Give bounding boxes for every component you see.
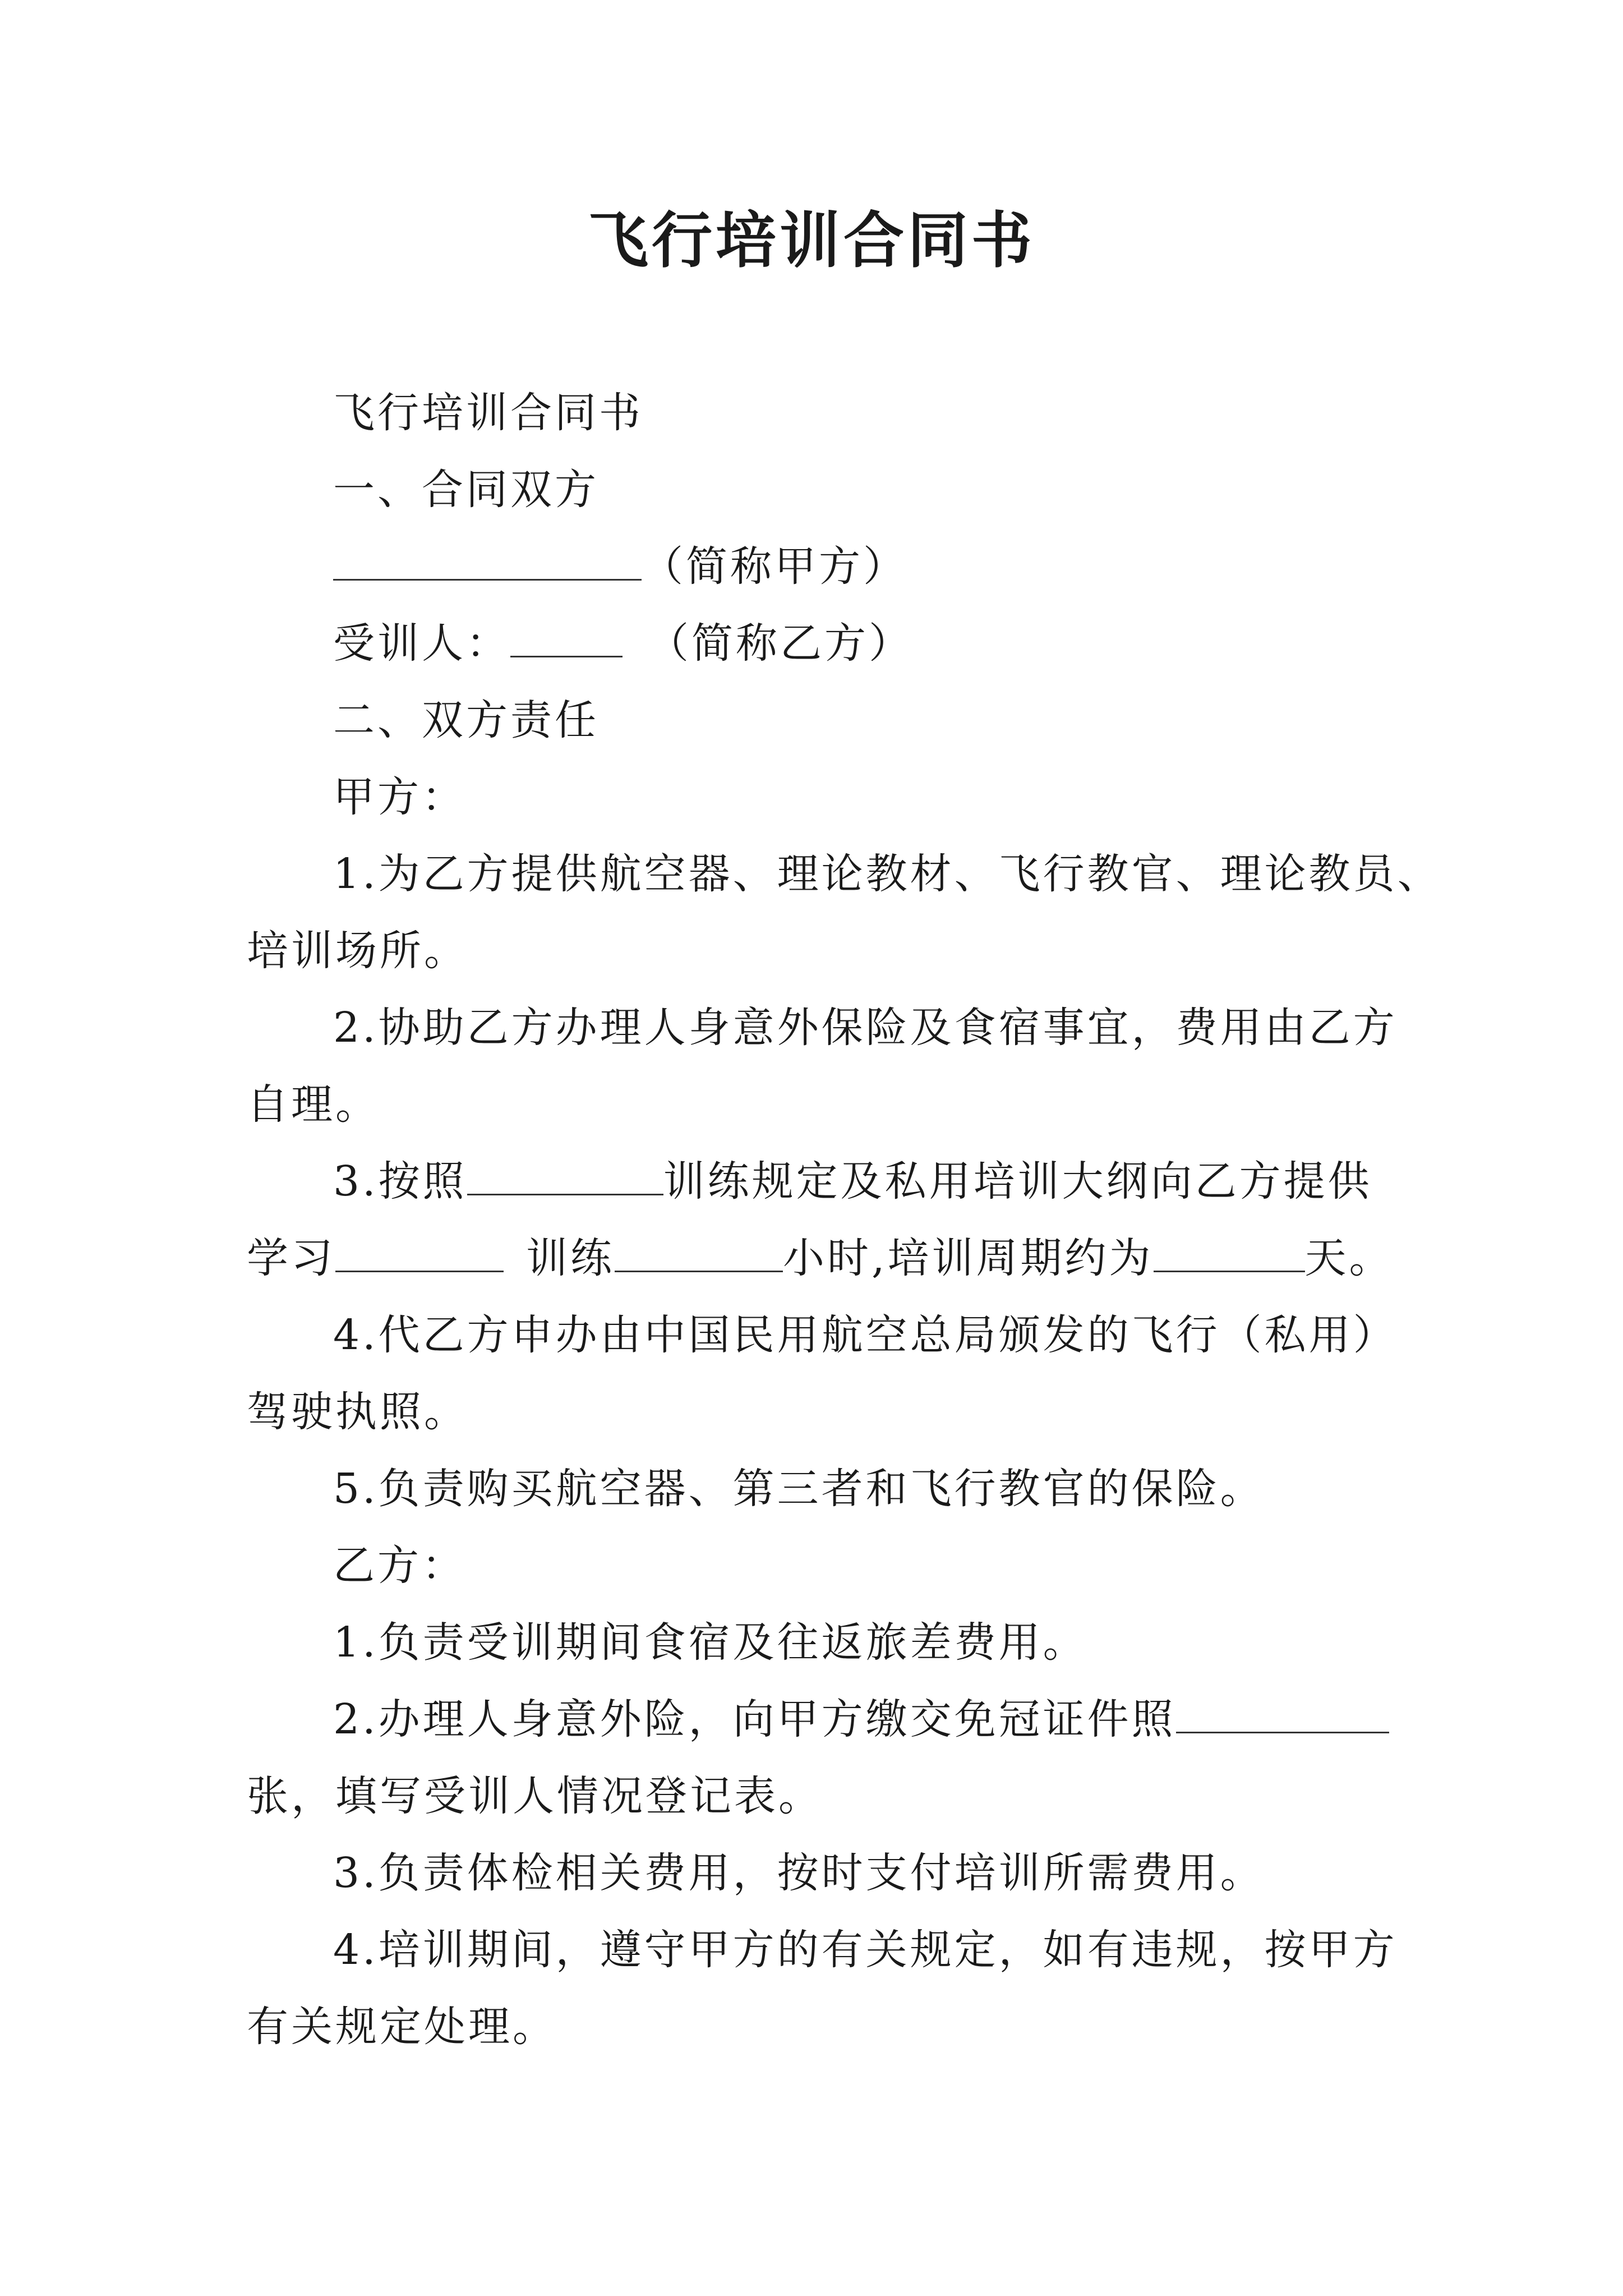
clause-a3-study-label: 学习 [247,1234,335,1282]
clause-a3-line2 [247,1220,1394,1297]
clause-b2-text: 2.办理人身意外险，向甲方缴交免冠证件照 [333,1695,1176,1743]
clause-b4-line1: 4.培训期间，遵守甲方的有关规定，如有违规，按甲方 [333,1926,1398,1974]
clause-a3-days-text: 天。 [1304,1234,1394,1282]
clause-a3-hours-text: 小时,培训周期约为 [783,1234,1154,1282]
clause-b4-line2: 有关规定处理。 [247,2003,557,2051]
party-b-heading: 乙方： [333,1542,466,1590]
document-body [247,375,1442,2065]
clause-a1-line1: 1.为乙方提供航空器、理论教材、飞行教官、理论教员、 [333,850,1442,898]
clause-b2-line2: 张，填写受训人情况登记表。 [247,1772,823,1820]
clause-b3-line1: 3.负责体检相关费用，按时支付培训所需费用。 [333,1849,1265,1897]
clause-a1-line2: 培训场所。 [247,927,468,975]
clause-b1-line1: 1.负责受训期间食宿及往返旅差费用。 [333,1618,1087,1667]
party-b-name-blank[interactable] [510,614,623,657]
document-title: 飞行培训合同书 [587,206,1035,276]
party-b-suffix: （简称乙方） [647,619,913,668]
party-a-name-blank[interactable] [333,537,642,581]
clause-a3-line1 [247,1143,1391,1220]
training-days-blank[interactable] [1154,1229,1305,1272]
clause-a3-prefix: 3.按照 [333,1157,467,1205]
training-hours-blank[interactable] [615,1229,783,1272]
clause-a4-line2: 驾驶执照。 [247,1388,468,1436]
training-rule-blank[interactable] [467,1152,663,1195]
section-heading-duties: 二、双方责任 [333,696,599,744]
clause-a5-line1: 5.负责购买航空器、第三者和飞行教官的保险。 [333,1465,1265,1513]
clause-a3-train-label: 训练 [526,1234,615,1282]
study-hours-blank[interactable] [335,1229,504,1272]
clause-a4-line1: 4.代乙方申办由中国民用航空总局颁发的飞行（私用） [333,1311,1398,1359]
party-b-label: 受训人： [333,619,510,668]
photo-count-blank[interactable] [1176,1690,1389,1733]
party-b-line [247,605,1391,682]
party-a-suffix: （简称甲方） [642,542,907,591]
party-a-line [247,528,1391,605]
clause-a2-line1: 2.协助乙方办理人身意外保险及食宿事宜，费用由乙方 [333,1004,1398,1052]
section-heading-parties: 一、合同双方 [333,466,599,514]
clause-a2-line2: 自理。 [247,1080,380,1129]
subtitle-line: 飞行培训合同书 [333,389,643,437]
clause-a3-mid: 训练规定及私用培训大纲向乙方提供 [663,1157,1372,1205]
party-a-heading: 甲方： [333,773,466,821]
clause-b2-line1 [247,1681,1391,1758]
